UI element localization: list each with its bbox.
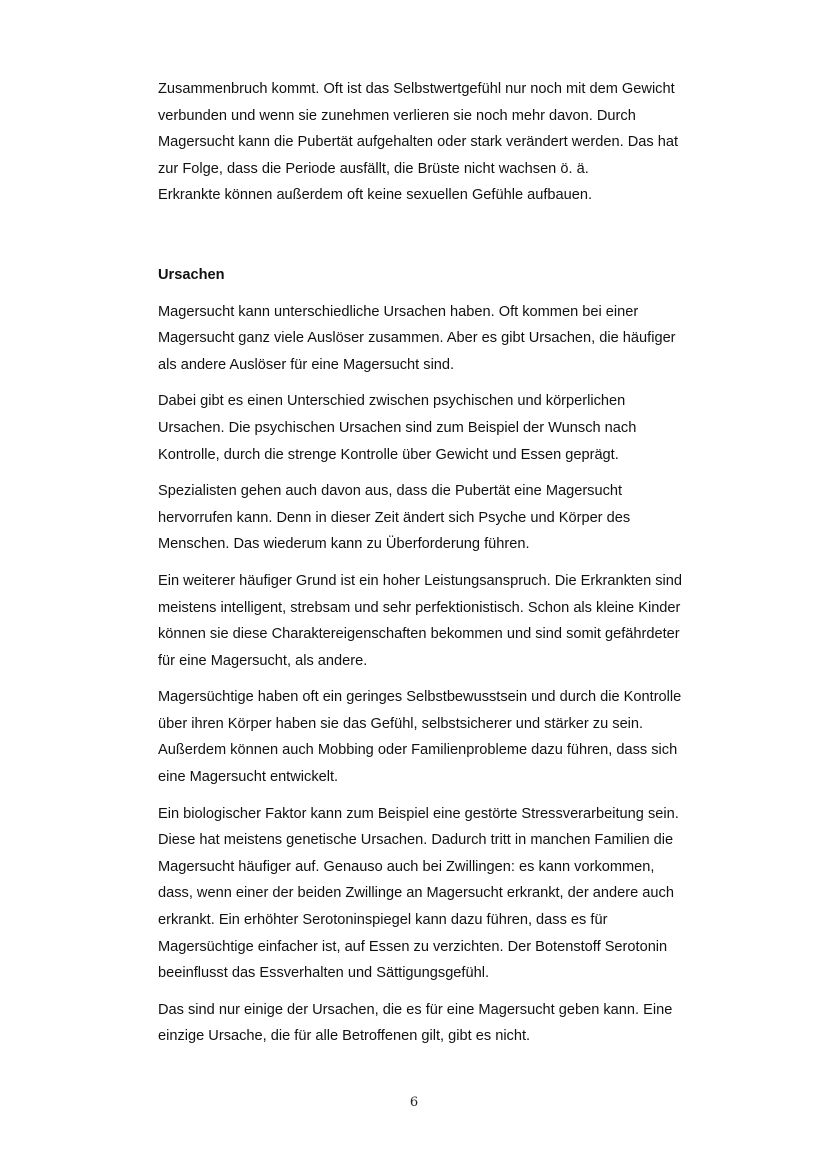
text-line: Diese hat meistens genetische Ursachen. Dadurch tritt in manchen Familien die — [158, 832, 674, 849]
text-line: meistens intelligent, strebsam und sehr perfektionistisch. Schon als kleine Kinder — [158, 599, 681, 616]
text-line: zur Folge, dass die Periode ausfällt, die Brüste nicht wachsen ö. ä. — [158, 160, 589, 177]
page-number: 6 — [409, 1095, 419, 1110]
paragraph — [158, 801, 728, 987]
text-line: Zusammenbruch kommt. Oft ist das Selbstwertgefühl nur noch mit dem Gewicht — [158, 81, 675, 97]
text-line: Kontrolle, durch die strenge Kontrolle über Gewicht und Essen geprägt. — [158, 446, 619, 463]
text-line: verbunden und wenn sie zunehmen verlieren sie noch mehr davon. Durch — [158, 107, 636, 124]
paragraph — [158, 997, 728, 1050]
text-line: Ursachen. Die psychischen Ursachen sind zum Beispiel der Wunsch nach — [158, 419, 637, 436]
text-line: eine Magersucht entwickelt. — [158, 769, 339, 786]
paragraph — [158, 388, 728, 468]
paragraph — [158, 299, 728, 379]
text-line: als andere Auslöser für eine Magersucht sind. — [158, 356, 455, 373]
paragraph — [158, 568, 728, 674]
text-line: Ein weiterer häufiger Grund ist ein hoher Leistungsanspruch. Die Erkrankten sind — [158, 572, 683, 589]
text-line: erkrankt. Ein erhöhter Serotoninspiegel kann dazu führen, dass es für — [158, 912, 608, 929]
text-line: über ihren Körper haben sie das Gefühl, selbstsicherer und stärker zu sein. — [158, 715, 644, 732]
intro-paragraph — [158, 76, 728, 209]
text-line: Außerdem können auch Mobbing oder Familienprobleme dazu führen, dass sich — [158, 742, 678, 759]
section-spacer — [158, 209, 728, 262]
paragraph — [158, 684, 728, 790]
text-line: können sie diese Charaktereigenschaften bekommen und sind somit gefährdeter — [158, 626, 680, 643]
text-line: Magersucht kann die Pubertät aufgehalten oder stark verändert werden. Das hat — [158, 134, 679, 151]
text-line: Magersüchtige haben oft ein geringes Selbstbewusstsein und durch die Kontrolle — [158, 689, 682, 706]
text-line: hervorrufen kann. Denn in dieser Zeit ändert sich Psyche und Körper des — [158, 509, 631, 526]
text-line: Spezialisten gehen auch davon aus, dass die Pubertät eine Magersucht — [158, 483, 623, 500]
text-line: Erkrankte können außerdem oft keine sexuellen Gefühle aufbauen. — [158, 187, 593, 204]
section-heading: Ursachen — [158, 266, 225, 283]
text-line: beeinflusst das Essverhalten und Sättigungsgefühl. — [158, 965, 490, 982]
text-line: Menschen. Das wiederum kann zu Überforderung führen. — [158, 536, 530, 553]
paragraph — [158, 478, 728, 558]
page-content — [158, 76, 728, 1060]
text-line: Magersucht ganz viele Auslöser zusammen. Aber es gibt Ursachen, die häufiger — [158, 330, 676, 347]
text-line: Magersucht kann unterschiedliche Ursachen haben. Oft kommen bei einer — [158, 303, 639, 320]
text-line: für eine Magersucht, als andere. — [158, 652, 368, 669]
text-line: Ein biologischer Faktor kann zum Beispiel eine gestörte Stressverarbeitung sein. — [158, 805, 679, 822]
text-line: Magersüchtige einfacher ist, auf Essen zu verzichten. Der Botenstoff Serotonin — [158, 938, 668, 955]
text-line: Das sind nur einige der Ursachen, die es für eine Magersucht geben kann. Eine — [158, 1001, 673, 1018]
text-line: Magersucht häufiger auf. Genauso auch bei Zwillingen: es kann vorkommen, — [158, 858, 655, 875]
text-line: dass, wenn einer der beiden Zwillinge an Magersucht erkrankt, der andere auch — [158, 885, 674, 902]
text-line: Dabei gibt es einen Unterschied zwischen psychischen und körperlichen — [158, 393, 626, 410]
text-line: einzige Ursache, die für alle Betroffenen gilt, gibt es nicht. — [158, 1028, 531, 1045]
